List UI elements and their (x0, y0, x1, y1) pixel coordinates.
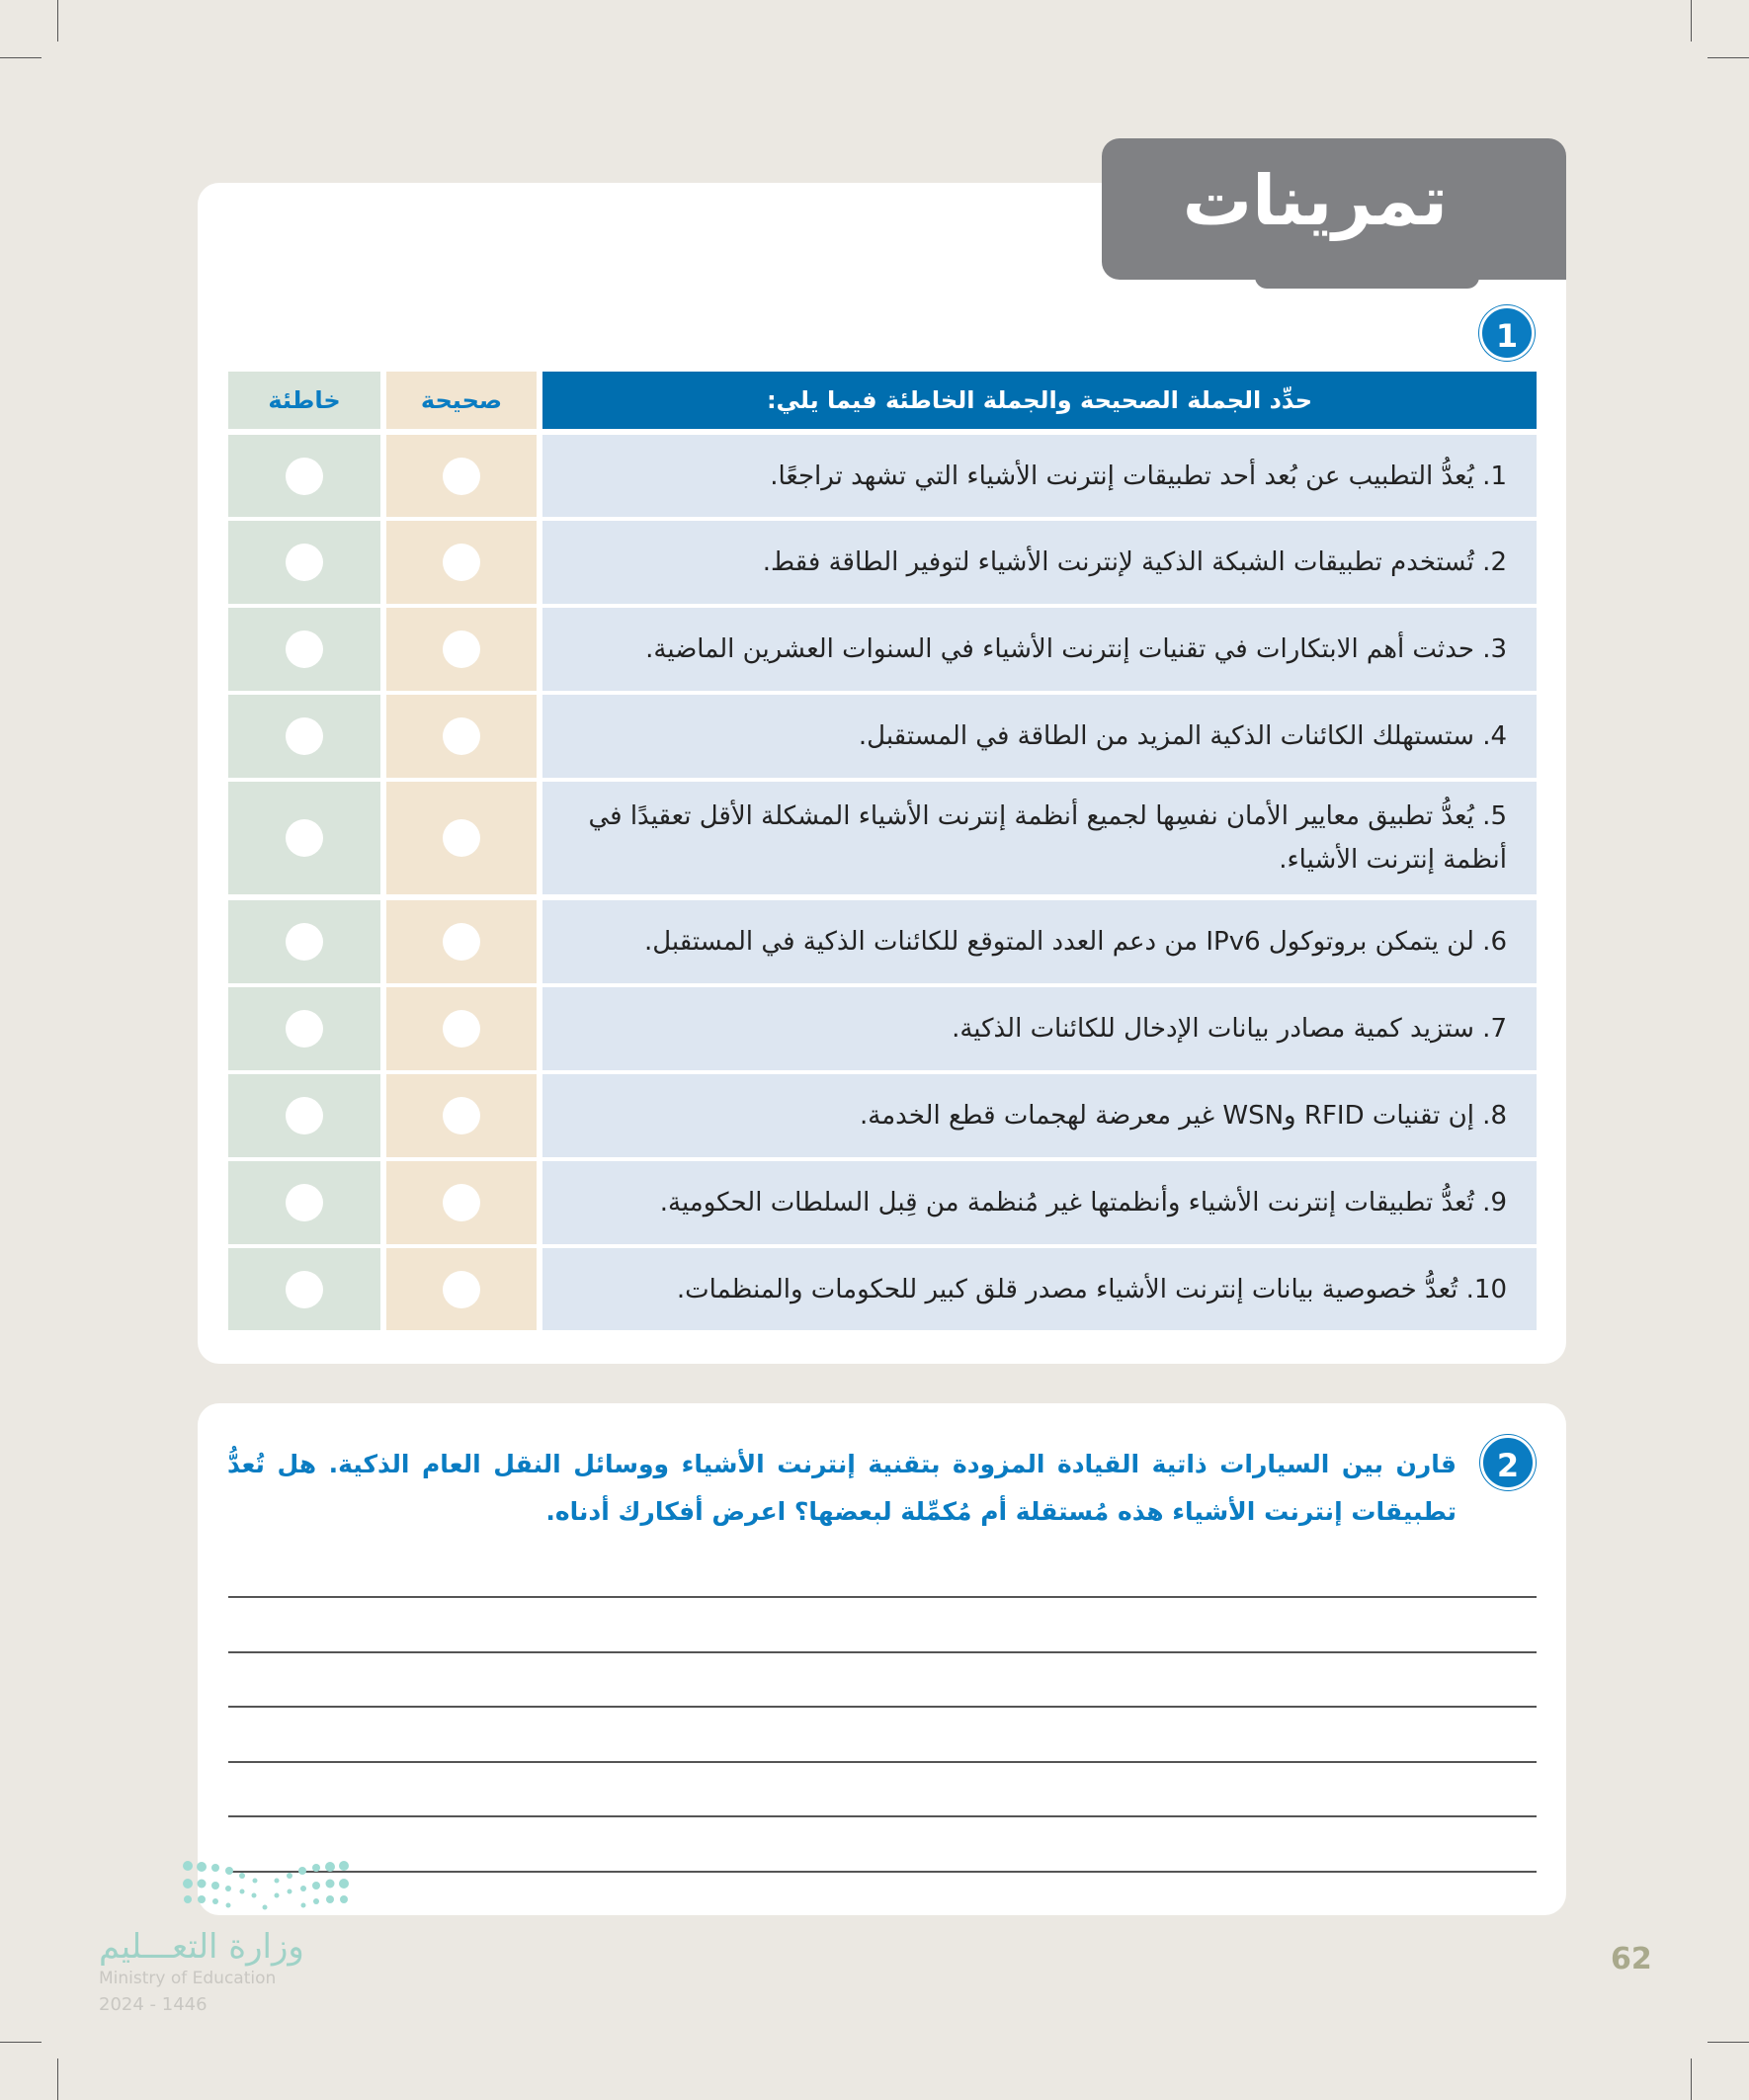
statement-row (542, 987, 1537, 1070)
table-header-true: صحيحة (386, 372, 537, 429)
statement-text: 9. تُعدُّ تطبيقات إنترنت الأشياء وأنظمتها غير مُنظمة من قِبل السلطات الحكومية. (659, 1188, 1507, 1218)
table-header-false: خاطئة (228, 372, 380, 429)
answer-line[interactable] (228, 1761, 1537, 1763)
statement-text: 10. تُعدُّ خصوصية بيانات إنترنت الأشياء مصدر قلق كبير للحكومات والمنظمات. (676, 1274, 1507, 1304)
exercise-2-badge: 2 (1480, 1435, 1536, 1490)
ministry-logo-dots-icon (178, 1858, 356, 1917)
false-radio[interactable] (286, 458, 323, 495)
true-cell (386, 695, 537, 778)
answer-line[interactable] (228, 1815, 1537, 1817)
false-radio[interactable] (286, 544, 323, 581)
true-radio[interactable] (443, 544, 480, 581)
false-radio[interactable] (286, 1010, 323, 1048)
false-cell (228, 521, 380, 604)
answer-line[interactable] (228, 1651, 1537, 1653)
exercise-1-badge: 1 (1479, 305, 1535, 361)
false-cell (228, 1248, 380, 1330)
false-cell (228, 1161, 380, 1244)
false-radio[interactable] (286, 1271, 323, 1308)
false-cell (228, 435, 380, 517)
answer-line[interactable] (228, 1871, 1537, 1873)
statement-row (542, 435, 1537, 517)
true-cell (386, 987, 537, 1070)
true-cell (386, 1248, 537, 1330)
answer-line[interactable] (228, 1706, 1537, 1708)
false-cell (228, 900, 380, 983)
true-radio[interactable] (443, 1010, 480, 1048)
statement-text: 4. ستستهلك الكائنات الذكية المزيد من الطاقة في المستقبل. (858, 721, 1507, 751)
statement-row (542, 1074, 1537, 1157)
exercise-2-question: قارن بين السيارات ذاتية القيادة المزودة بتقنية إنترنت الأشياء ووسائل النقل العام الذكية. هل تُعدُّ تطبيقات إنترنت الأشياء هذه مُستقلة أم مُكمِّلة لبعضها؟ اعرض أفكارك أدناه. (227, 1450, 1457, 1526)
statement-text: 1. يُعدُّ التطبيب عن بُعد أحد تطبيقات إنترنت الأشياء التي تشهد تراجعًا. (770, 461, 1507, 491)
false-cell (228, 782, 380, 894)
academic-year: 2024 - 1446 (99, 1994, 208, 2015)
page-title: تمرينات (1102, 138, 1566, 280)
statement-text: 8. إن تقنيات RFID وWSN غير معرضة لهجمات قطع الخدمة. (860, 1101, 1507, 1131)
false-cell (228, 608, 380, 691)
true-cell (386, 1161, 537, 1244)
statement-row (542, 1161, 1537, 1244)
statement-text: 6. لن يتمكن بروتوكول IPv6 من دعم العدد المتوقع للكائنات الذكية في المستقبل. (643, 927, 1507, 957)
statement-text: 5. يُعدُّ تطبيق معايير الأمان نفسِها لجميع أنظمة إنترنت الأشياء المشكلة الأقل تعقيدًا في أنظمة إنترنت الأشياء. (588, 801, 1507, 875)
statement-row (542, 608, 1537, 691)
false-cell (228, 1074, 380, 1157)
statement-row (542, 1248, 1537, 1330)
page-number: 62 (1611, 1942, 1652, 1976)
true-radio[interactable] (443, 923, 480, 961)
true-cell (386, 521, 537, 604)
true-radio[interactable] (443, 717, 480, 755)
false-radio[interactable] (286, 819, 323, 857)
false-radio[interactable] (286, 1184, 323, 1221)
statement-row (542, 782, 1537, 894)
statement-text: 3. حدثت أهم الابتكارات في تقنيات إنترنت الأشياء في السنوات العشرين الماضية. (645, 634, 1507, 664)
ministry-name-english: Ministry of Education (99, 1969, 277, 1988)
answer-line[interactable] (228, 1596, 1537, 1598)
statement-row (542, 695, 1537, 778)
true-radio[interactable] (443, 458, 480, 495)
false-cell (228, 987, 380, 1070)
true-radio[interactable] (443, 1097, 480, 1134)
true-cell (386, 435, 537, 517)
true-cell (386, 782, 537, 894)
table-header-statement: حدِّد الجملة الصحيحة والجملة الخاطئة فيما يلي: (542, 372, 1537, 429)
statement-row (542, 900, 1537, 983)
ministry-name-arabic: وزارة التعـــليم (99, 1927, 304, 1967)
true-radio[interactable] (443, 1184, 480, 1221)
true-cell (386, 1074, 537, 1157)
false-cell (228, 695, 380, 778)
false-radio[interactable] (286, 717, 323, 755)
false-radio[interactable] (286, 923, 323, 961)
false-radio[interactable] (286, 630, 323, 668)
statement-text: 7. ستزيد كمية مصادر بيانات الإدخال للكائنات الذكية. (952, 1014, 1507, 1044)
statement-row (542, 521, 1537, 604)
true-cell (386, 608, 537, 691)
true-radio[interactable] (443, 1271, 480, 1308)
true-radio[interactable] (443, 630, 480, 668)
true-cell (386, 900, 537, 983)
true-radio[interactable] (443, 819, 480, 857)
false-radio[interactable] (286, 1097, 323, 1134)
statement-text: 2. تُستخدم تطبيقات الشبكة الذكية لإنترنت الأشياء لتوفير الطاقة فقط. (762, 547, 1507, 577)
